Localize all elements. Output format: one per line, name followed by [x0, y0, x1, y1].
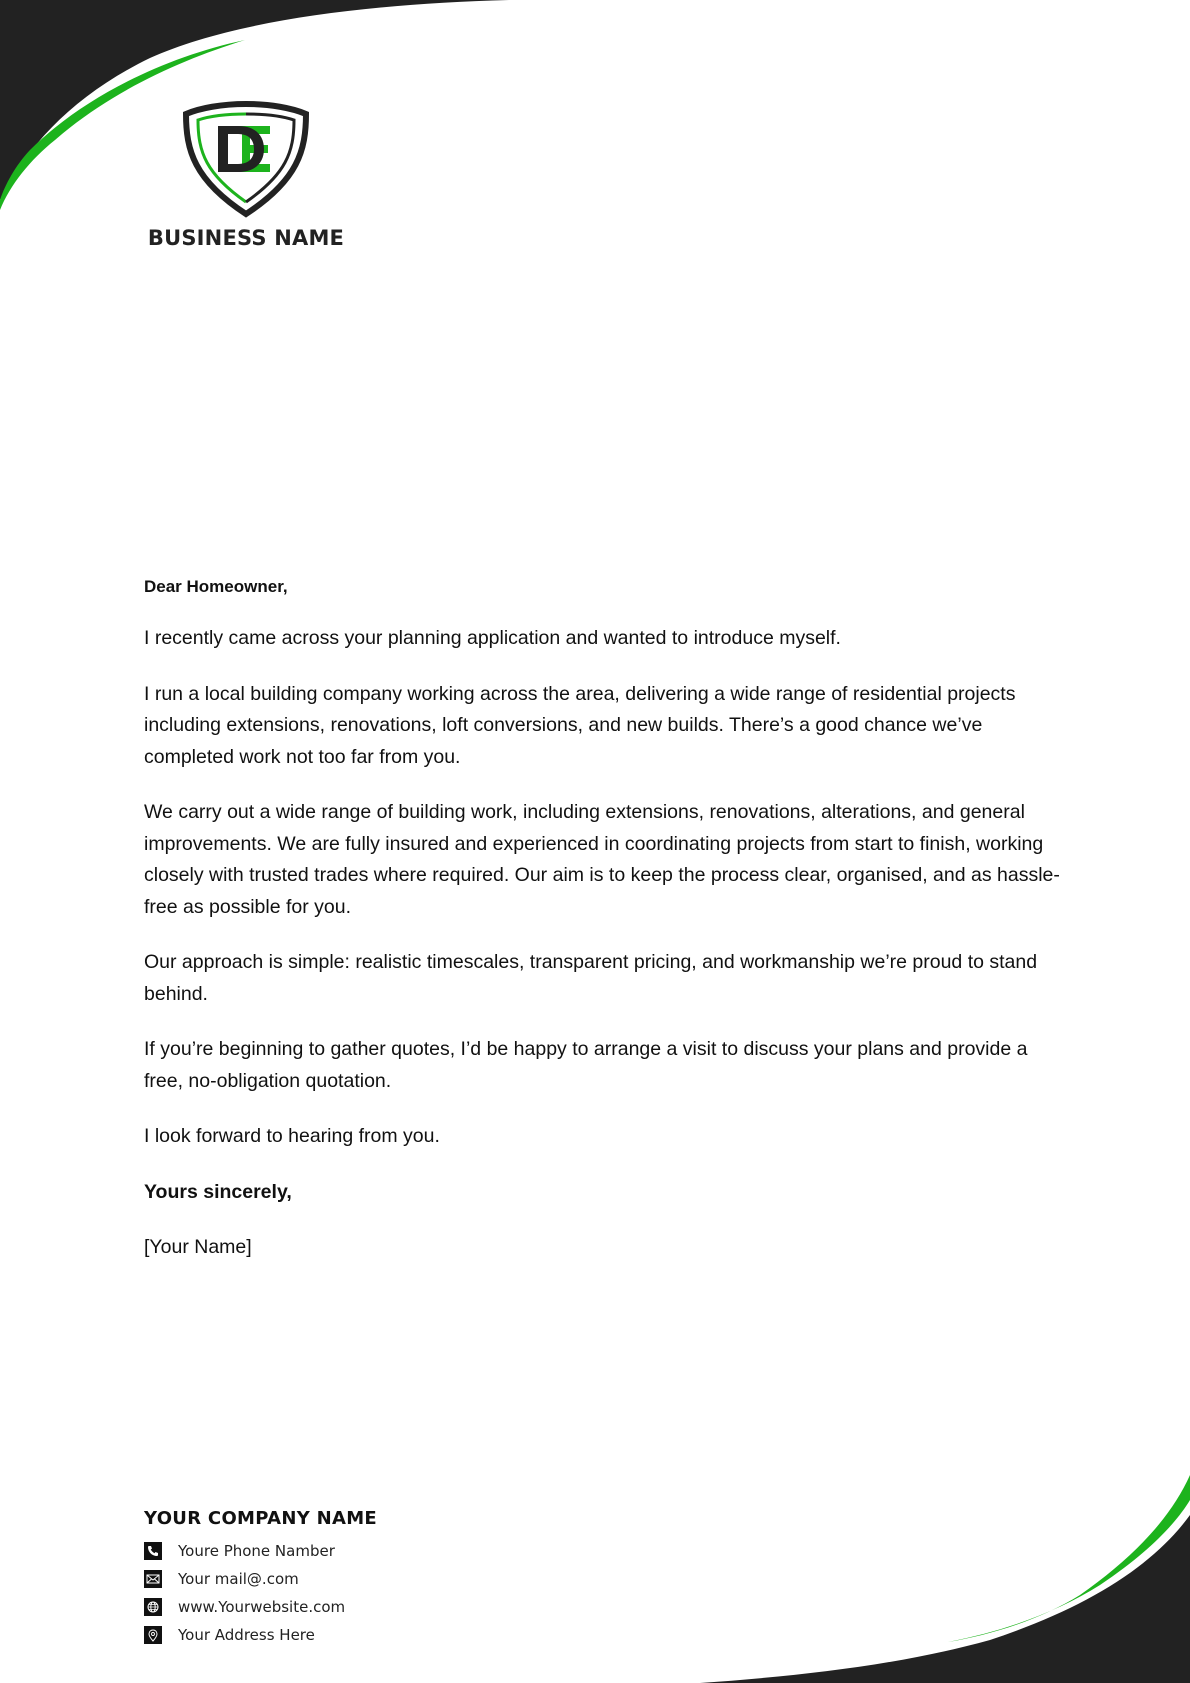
- phone-icon: [144, 1542, 162, 1560]
- contact-phone-text: Youre Phone Namber: [178, 1542, 335, 1560]
- footer-company-name: YOUR COMPANY NAME: [144, 1508, 378, 1529]
- paragraph-approach: Our approach is simple: realistic timescales, transparent pricing, and workmanship we’re proud to stand behind.: [144, 951, 1038, 1005]
- salutation: Dear Homeowner,: [144, 577, 288, 596]
- footer-dark-band: [700, 1515, 1190, 1683]
- signature: [Your Name]: [144, 1236, 252, 1258]
- contact-address-text: Your Address Here: [178, 1626, 315, 1644]
- contact-email: [144, 1565, 377, 1593]
- contact-email-text: Your mail@.com: [178, 1570, 299, 1588]
- location-pin-icon: [144, 1626, 162, 1644]
- contact-website: [144, 1593, 377, 1621]
- mail-icon: [144, 1570, 162, 1588]
- sign-off: Yours sincerely,: [144, 1180, 292, 1203]
- letter-body: [144, 575, 1064, 1288]
- contact-phone: [144, 1537, 377, 1565]
- business-name: BUSINESS NAME: [147, 226, 345, 250]
- shield-logo-icon: [180, 100, 312, 218]
- footer-green-stripe: [948, 1475, 1190, 1642]
- globe-icon: [144, 1598, 162, 1616]
- paragraph-quotes: If you’re beginning to gather quotes, I’d be happy to arrange a visit to discuss your plans and provide a free, no-obligation quotation.: [144, 1038, 1028, 1092]
- contact-address: [144, 1621, 377, 1649]
- contact-website-text: www.Yourwebsite.com: [178, 1598, 346, 1616]
- paragraph-services: We carry out a wide range of building work, including extensions, renovations, alterations, and general improvements. We are fully insured and experienced in coordinating projects from start to finish, working closely with trusted trades where required. Our aim is to keep the process clear, organised, and as hassle-free as possible for you.: [144, 801, 1060, 918]
- paragraph-closing: I look forward to hearing from you.: [144, 1125, 440, 1147]
- company-logo: [140, 100, 352, 250]
- paragraph-intro: I recently came across your planning application and wanted to introduce myself.: [144, 627, 841, 649]
- footer-contact-block: [144, 1508, 377, 1649]
- paragraph-company: I run a local building company working across the area, delivering a wide range of residential projects including extensions, renovations, loft conversions, and new builds. There’s a good chance we’ve completed work not too far from you.: [144, 682, 1016, 768]
